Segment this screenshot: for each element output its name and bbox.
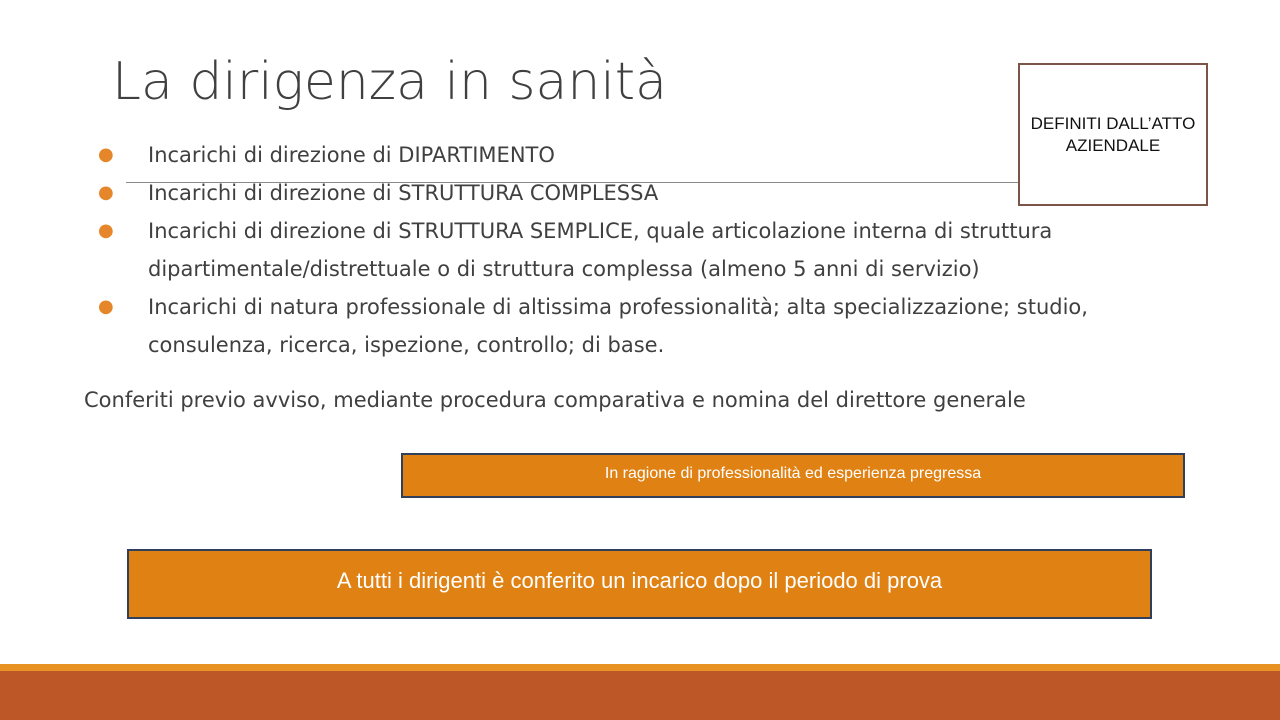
bullet-dot-icon: ● <box>98 220 114 241</box>
bullet-item <box>98 136 1098 174</box>
bullet-item <box>98 212 1098 288</box>
slide-title: La dirigenza in sanità <box>112 52 668 112</box>
professionalita-box <box>401 453 1185 498</box>
bullet-text: Incarichi di direzione di STRUTTURA SEMPLICE, quale articolazione interna di struttura dipartimentale/distrettuale o di struttura complessa (almeno 5 anni di servizio) <box>148 219 1053 281</box>
bullet-list <box>98 136 1098 364</box>
incarico-text: A tutti i dirigenti è conferito un incarico dopo il periodo di prova <box>336 568 943 593</box>
incarico-box <box>127 549 1152 619</box>
bullet-dot-icon: ● <box>98 144 114 165</box>
footer-accent-line <box>0 664 1280 671</box>
callout-box <box>1018 63 1208 206</box>
bullet-dot-icon: ● <box>98 296 114 317</box>
conferiti-text: Conferiti previo avviso, mediante procedura comparativa e nomina del direttore generale <box>84 388 1026 412</box>
bullet-item <box>98 174 1098 212</box>
bullet-text: Incarichi di direzione di DIPARTIMENTO <box>148 143 555 167</box>
footer-band <box>0 671 1280 720</box>
bullet-dot-icon: ● <box>98 182 114 203</box>
professionalita-text: In ragione di professionalità ed esperienza pregressa <box>604 464 982 482</box>
bullet-text: Incarichi di direzione di STRUTTURA COMPLESSA <box>148 181 659 205</box>
bullet-item <box>98 288 1098 364</box>
bullet-text: Incarichi di natura professionale di altissima professionalità; alta specializzazione; studio, consulenza, ricerca, ispezione, controllo; di base. <box>148 295 1088 357</box>
callout-text: DEFINITI DALL’ATTO AZIENDALE <box>1030 113 1196 155</box>
